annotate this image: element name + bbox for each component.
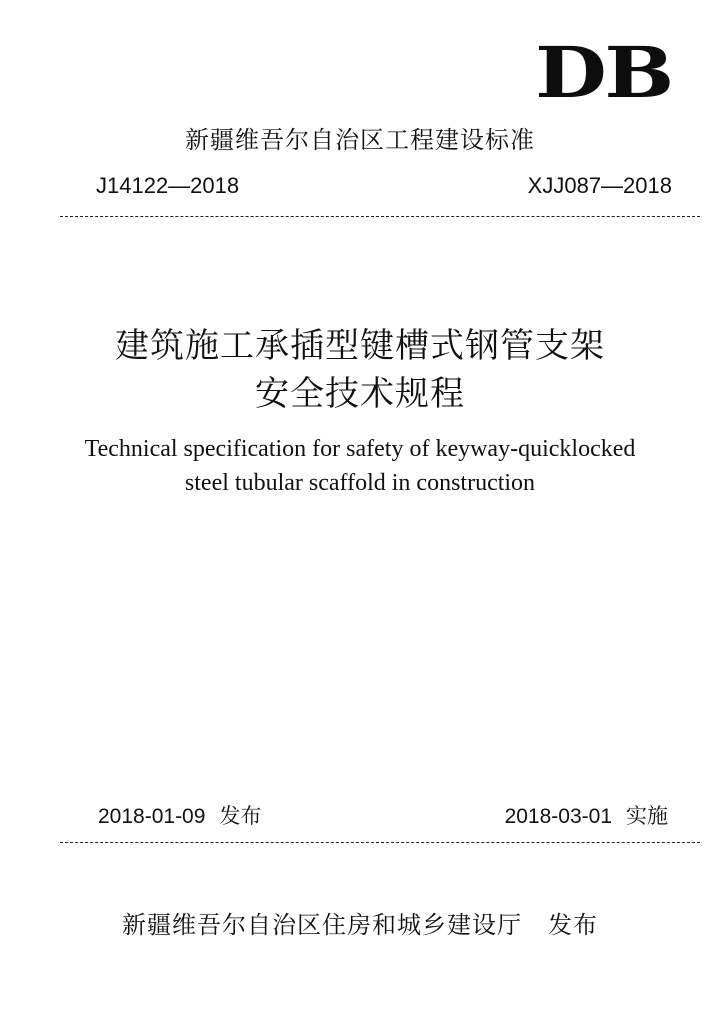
issue-date: 2018-01-09: [98, 805, 206, 828]
record-number: J14122—2018: [96, 173, 240, 198]
publish-label: 发布: [548, 911, 598, 939]
title-cn-line1: 建筑施工承插型键槽式钢管支架: [115, 326, 605, 366]
issue-date-block: [98, 800, 261, 830]
effective-date-block: [505, 800, 668, 830]
top-divider: [60, 216, 700, 218]
title-cn-line2: 安全技术规程: [255, 374, 465, 414]
effective-label: 实施: [626, 805, 668, 828]
standard-number: XJJ087—2018: [527, 173, 672, 198]
title-en-line1: Technical specification for safety of keyway-quicklocked: [84, 436, 636, 462]
db-logo: DB: [535, 31, 672, 114]
bottom-divider: [60, 842, 700, 844]
publisher-block: [0, 905, 720, 940]
title-en-line2: steel tubular scaffold in construction: [184, 470, 536, 496]
publisher: 新疆维吾尔自治区住房和城乡建设厅: [122, 911, 522, 939]
issuer-header: 新疆维吾尔自治区工程建设标准: [185, 126, 535, 154]
issue-label: 发布: [219, 805, 262, 828]
effective-date: 2018-03-01: [504, 805, 612, 828]
